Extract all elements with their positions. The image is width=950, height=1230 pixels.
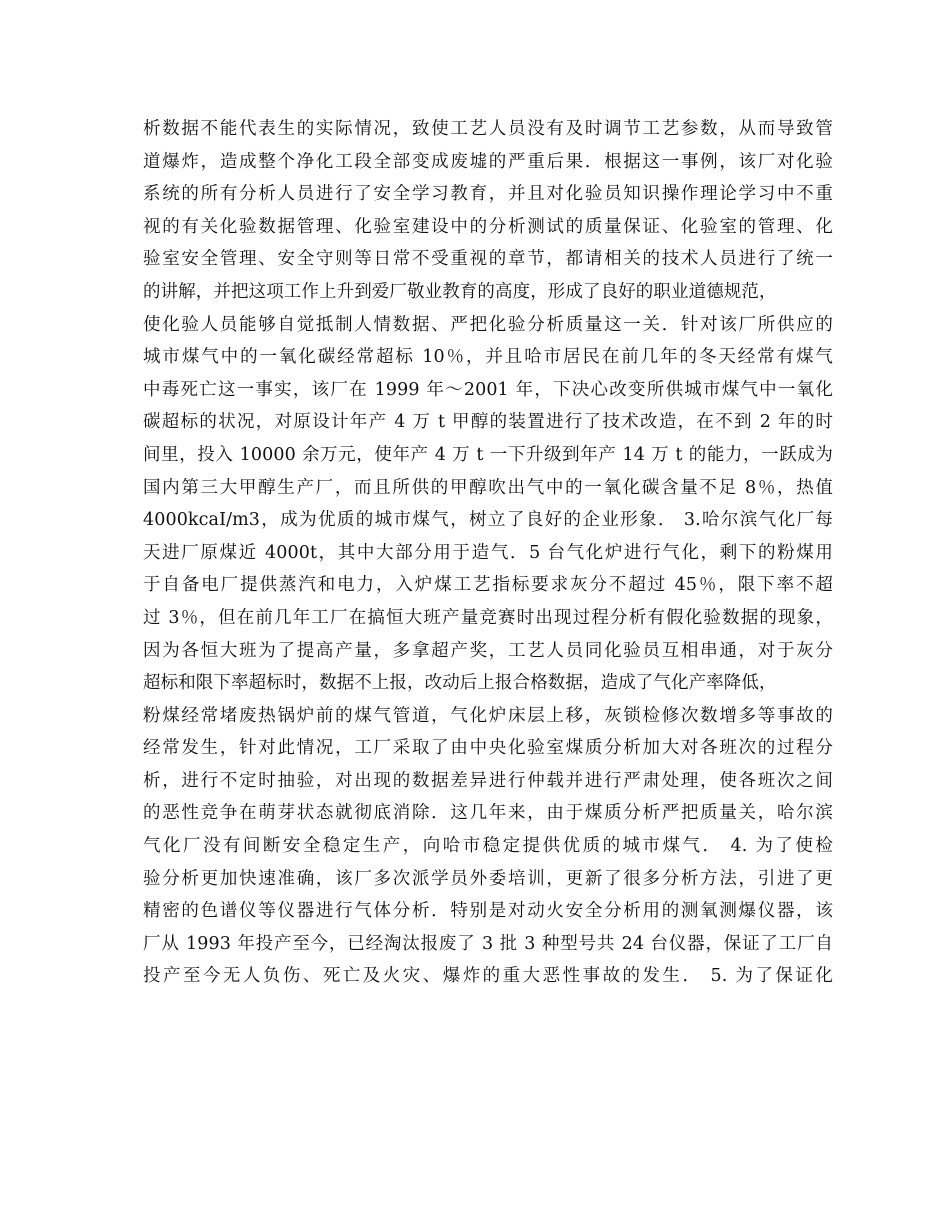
text-line: 验分析更加快速准确，该厂多次派学员外委培训，更新了很多分析方法，引进了更 <box>143 868 833 889</box>
text-line: 粉煤经常堵废热锅炉前的煤气管道，气化炉床层上移，灰锁检修次数增多等事故的 <box>143 705 833 726</box>
text-line: 的讲解，并把这项工作上升到爱厂敬业教育的高度，形成了良好的职业道德规范， <box>143 281 777 302</box>
text-line: 的恶性竞争在萌芽状态就彻底消除．这几年来，由于煤质分析严把质量关，哈尔滨 <box>143 803 833 824</box>
text-line: 超标和限下率超标时，数据不上报，改动后上报合格数据，造成了气化产率降低， <box>143 673 777 694</box>
text-line: 使化验人员能够自觉抵制人情数据、严把化验分析质量这一关．针对该厂所供应的 <box>143 314 833 335</box>
body-text <box>143 113 833 993</box>
text-line: 过 3％，但在前几年工厂在搞恒大班产量竞赛时出现过程分析有假化验数据的现象， <box>143 607 833 628</box>
text-line: 投产至今无人负伤、死亡及火灾、爆炸的重大恶性事故的发生． 5. 为了保证化 <box>143 966 833 987</box>
text-line: 国内第三大甲醇生产厂，而且所供的甲醇吹出气中的一氧化碳含量不足 8％，热值 <box>143 477 833 498</box>
text-line: 经常发生，针对此情况，工厂采取了由中央化验室煤质分析加大对各班次的过程分 <box>143 738 833 759</box>
text-line: 4000kcaI/m3，成为优质的城市煤气，树立了良好的企业形象． 3.哈尔滨气化厂每 <box>143 510 833 531</box>
text-line: 视的有关化验数据管理、化验室建设中的分析测试的质量保证、化验室的管理、化 <box>143 216 833 237</box>
text-line: 碳超标的状况，对原设计年产 4 万 t 甲醇的装置进行了技术改造，在不到 2 年的时 <box>143 412 833 433</box>
text-line: 道爆炸，造成整个净化工段全部变成废墟的严重后果．根据这一事例，该厂对化验 <box>143 151 833 172</box>
text-line: 精密的色谱仪等仪器进行气体分析．特别是对动火安全分析用的测氧测爆仪器，该 <box>143 901 833 922</box>
text-line: 城市煤气中的一氧化碳经常超标 10％，并且哈市居民在前几年的冬天经常有煤气 <box>143 347 833 368</box>
text-line: 间里，投入 10000 余万元，使年产 4 万 t 一下升级到年产 14 万 t 的能力，一跃成为 <box>143 444 833 465</box>
text-line: 厂从 1993 年投产至今，已经淘汰报废了 3 批 3 种型号共 24 台仪器，保证了工厂自 <box>143 933 833 954</box>
text-line: 天进厂原煤近 4000t，其中大部分用于造气．5 台气化炉进行气化，剩下的粉煤用 <box>143 542 833 563</box>
text-line: 析数据不能代表生的实际情况，致使工艺人员没有及时调节工艺参数，从而导致管 <box>143 119 833 139</box>
text-line: 中毒死亡这一事实，该厂在 1999 年～2001 年，下决心改变所供城市煤气中一氧化 <box>143 379 833 400</box>
text-line: 系统的所有分析人员进行了安全学习教育，并且对化验员知识操作理论学习中不重 <box>143 184 833 205</box>
text-line: 于自备电厂提供蒸汽和电力，入炉煤工艺指标要求灰分不超过 45％，限下率不超 <box>143 575 833 596</box>
text-line: 因为各恒大班为了提高产量，多拿超产奖，工艺人员同化验员互相串通，对于灰分 <box>143 640 833 661</box>
text-line: 验室安全管理、安全守则等日常不受重视的章节，都请相关的技术人员进行了统一 <box>143 249 833 270</box>
text-line: 析，进行不定时抽验，对出现的数据差异进行仲载并进行严肃处理，使各班次之间 <box>143 770 833 791</box>
text-line: 气化厂没有间断安全稳定生产，向哈市稳定提供优质的城市煤气． 4. 为了使检 <box>143 836 833 857</box>
